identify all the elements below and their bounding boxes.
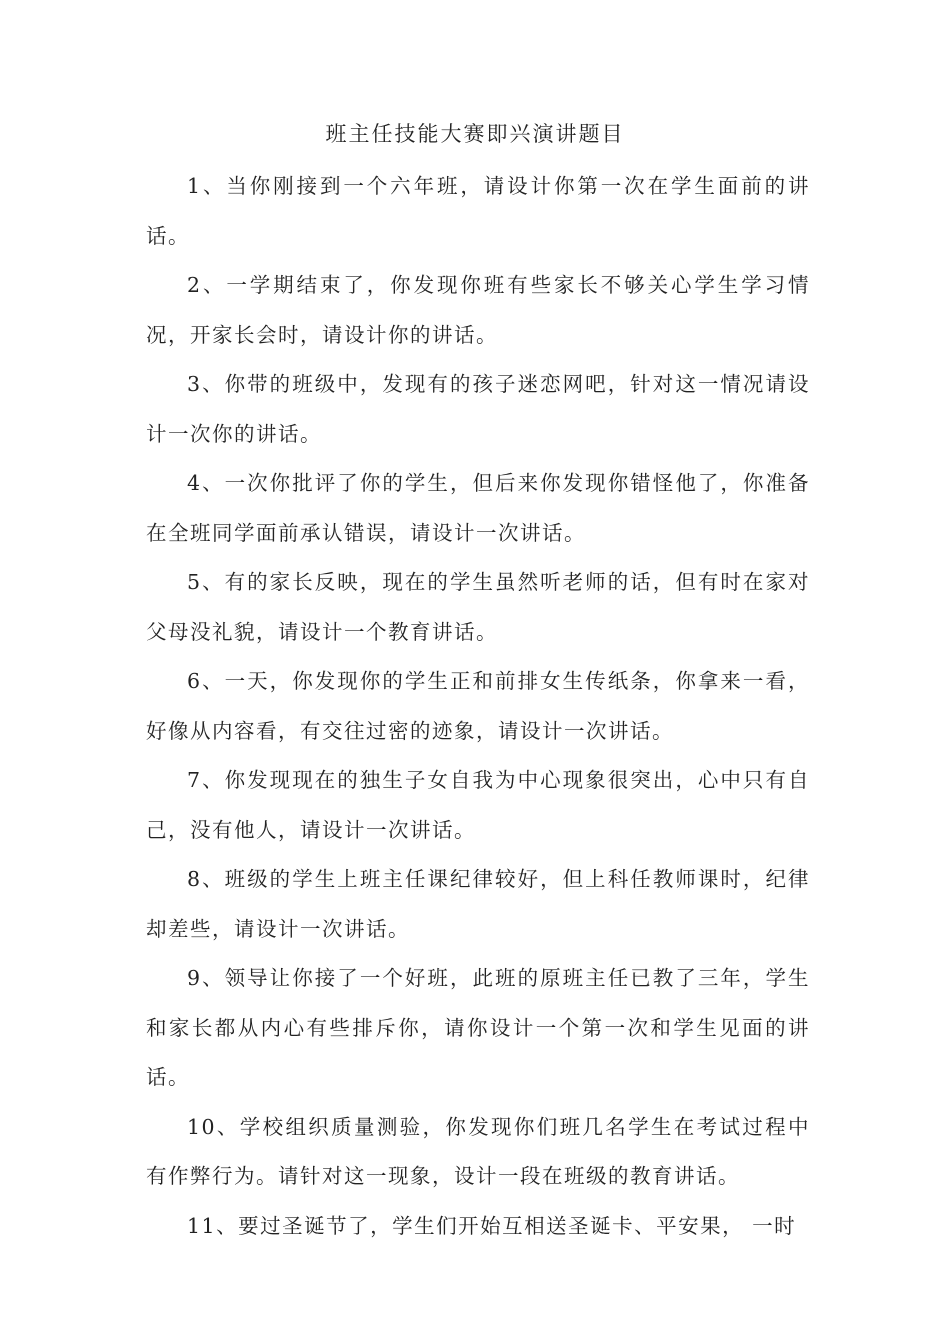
question-paragraph: 10、学校组织质量测验，你发现你们班几名学生在考试过程中有作弊行为。请针对这一现象，设计一段在班级的教育讲话。 (146, 1114, 810, 1188)
question-paragraph: 1、当你刚接到一个六年班，请设计你第一次在学生面前的讲话。 (146, 174, 810, 248)
question-paragraph: 3、你带的班级中，发现有的孩子迷恋网吧，针对这一情况请设计一次你的讲话。 (146, 372, 810, 446)
question-paragraph: 5、有的家长反映，现在的学生虽然听老师的话，但有时在家对父母没礼貌，请设计一个教育讲话。 (146, 570, 810, 644)
document-body (146, 162, 810, 1251)
question-paragraph: 4、一次你批评了你的学生，但后来你发现你错怪他了，你准备在全班同学面前承认错误，请设计一次讲话。 (146, 471, 810, 545)
question-paragraph: 8、班级的学生上班主任课纪律较好，但上科任教师课时，纪律却差些，请设计一次讲话。 (146, 867, 810, 941)
question-paragraph: 6、一天，你发现你的学生正和前排女生传纸条，你拿来一看，好像从内容看，有交往过密的迹象，请设计一次讲话。 (146, 669, 810, 743)
question-paragraph: 2、一学期结束了，你发现你班有些家长不够关心学生学习情况，开家长会时，请设计你的讲话。 (146, 273, 810, 347)
document-title: 班主任技能大赛即兴演讲题目 (325, 122, 625, 146)
question-paragraph: 7、你发现现在的独生子女自我为中心现象很突出，心中只有自己，没有他人，请设计一次讲话。 (146, 768, 810, 842)
question-paragraph: 9、领导让你接了一个好班，此班的原班主任已教了三年，学生和家长都从内心有些排斥你，请你设计一个第一次和学生见面的讲话。 (146, 966, 810, 1089)
question-paragraph: 11、要过圣诞节了，学生们开始互相送圣诞卡、平安果， 一时 (187, 1213, 797, 1238)
